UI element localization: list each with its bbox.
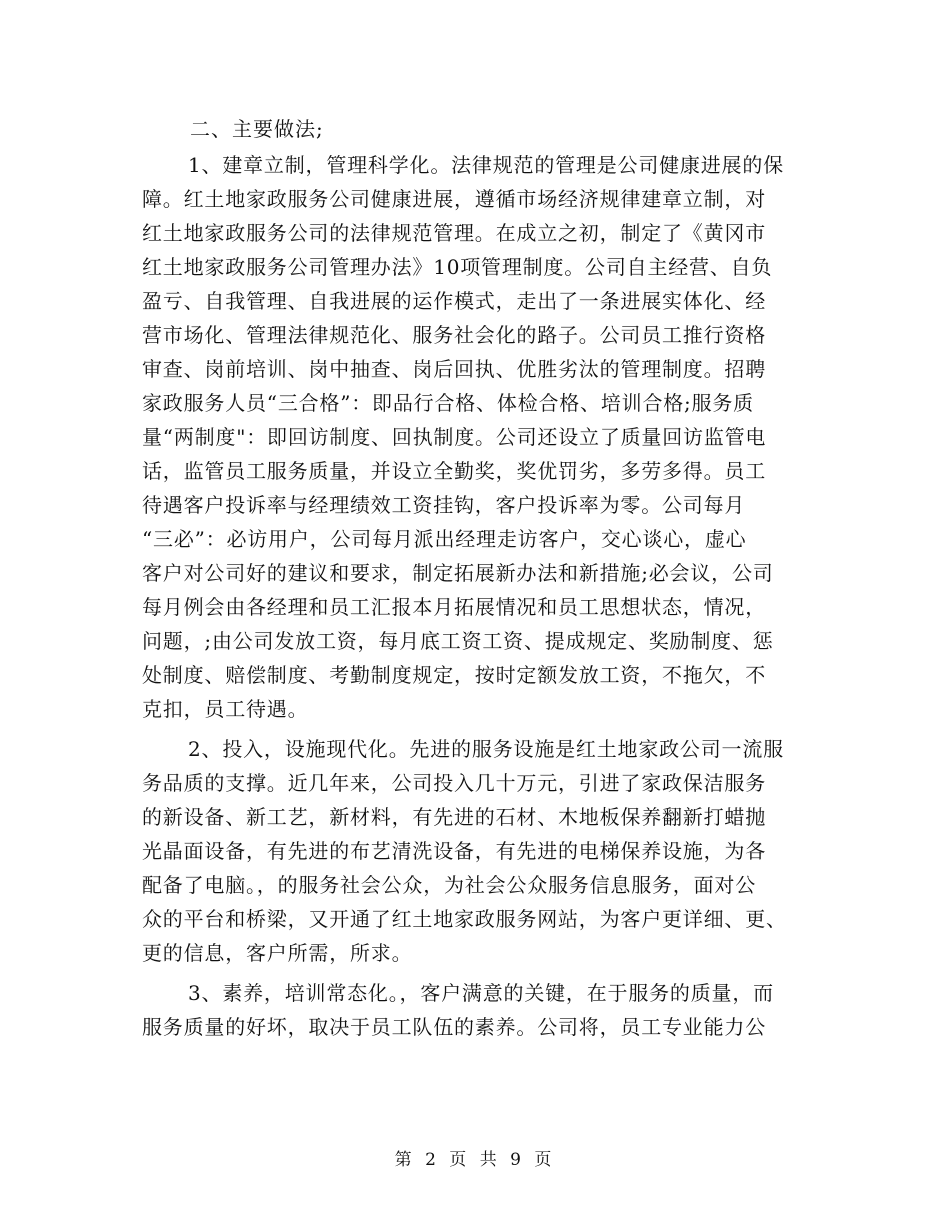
paragraph-line: 客户对公司好的建议和要求，制定拓展新办法和新措施;必会议，公司: [142, 561, 774, 585]
paragraph-1: [142, 148, 802, 726]
paragraph-line: 1、建章立制，管理科学化。法律规范的管理是公司健康进展的保: [188, 153, 784, 177]
paragraph-line: 每月例会由各经理和员工汇报本月拓展情况和员工思想状态，情况，: [142, 595, 766, 619]
paragraph-line: 处制度、赔偿制度、考勤制度规定，按时定额发放工资，不拖欠，不: [142, 663, 766, 687]
page-number-footer: 第 2 页 共 9 页: [394, 1150, 556, 1170]
paragraph-line: 红土地家政服务公司管理办法》10项管理制度。公司自主经营、自负: [142, 255, 773, 279]
paragraph-line: 更的信息，客户所需，所求。: [142, 941, 413, 965]
paragraph-3: [142, 976, 802, 1044]
paragraph-line: 2、投入，设施现代化。先进的服务设施是红土地家政公司一流服: [188, 737, 784, 761]
paragraph-line: 障。红土地家政服务公司健康进展，遵循市场经济规律建章立制，对: [142, 187, 766, 211]
paragraph-line: 3、素养，培训常态化。，客户满意的关键，在于服务的质量，而: [188, 981, 774, 1005]
paragraph-line: 审查、岗前培训、岗中抽查、岗后回执、优胜劣汰的管理制度。招聘: [142, 357, 766, 381]
paragraph-line: 光晶面设备，有先进的布艺清洗设备，有先进的电梯保养设施，为各: [142, 839, 766, 863]
paragraph-line: 盈亏、自我管理、自我进展的运作模式，走出了一条进展实体化、经: [142, 289, 766, 313]
paragraph-line: 的新设备、新工艺，新材料，有先进的石材、木地板保养翻新打蜡抛: [142, 805, 766, 829]
paragraph-line: 红土地家政服务公司的法律规范管理。在成立之初，制定了《黄冈市: [142, 221, 766, 245]
paragraph-line: 话，监管员工服务质量，并设立全勤奖，奖优罚劣，多劳多得。员工: [142, 459, 766, 483]
document-body: [142, 112, 802, 1050]
paragraph-line: 营市场化、管理法律规范化、服务社会化的路子。公司员工推行资格: [142, 323, 766, 347]
paragraph-line: “三必”：必访用户，公司每月派出经理走访客户，交心谈心，虚心: [142, 527, 747, 551]
paragraph-line: 量“两制度"：即回访制度、回执制度。公司还设立了质量回访监管电: [142, 425, 767, 449]
paragraph-line: 配备了电脑。，的服务社会公众，为社会公众服务信息服务，面对公: [142, 873, 756, 897]
paragraph-line: 克扣，员工待遇。: [142, 697, 309, 721]
paragraph-2: [142, 732, 802, 970]
paragraph-line: 众的平台和桥梁，又开通了红土地家政服务网站，为客户更详细、更、: [142, 907, 787, 931]
paragraph-line: 家政服务人员“三合格”：即品行合格、体检合格、培训合格;服务质: [142, 391, 754, 415]
section-heading: 二、主要做法;: [190, 117, 324, 141]
paragraph-line: 服务质量的好坏，取决于员工队伍的素养。公司将，员工专业能力公: [142, 1015, 766, 1039]
paragraph-line: 待遇客户投诉率与经理绩效工资挂钩，客户投诉率为零。公司每月: [142, 493, 746, 517]
paragraph-line: 务品质的支撑。近几年来，公司投入几十万元，引进了家政保洁服务: [142, 771, 766, 795]
paragraph-line: 问题，;由公司发放工资，每月底工资工资、提成规定、奖励制度、惩: [142, 629, 774, 653]
